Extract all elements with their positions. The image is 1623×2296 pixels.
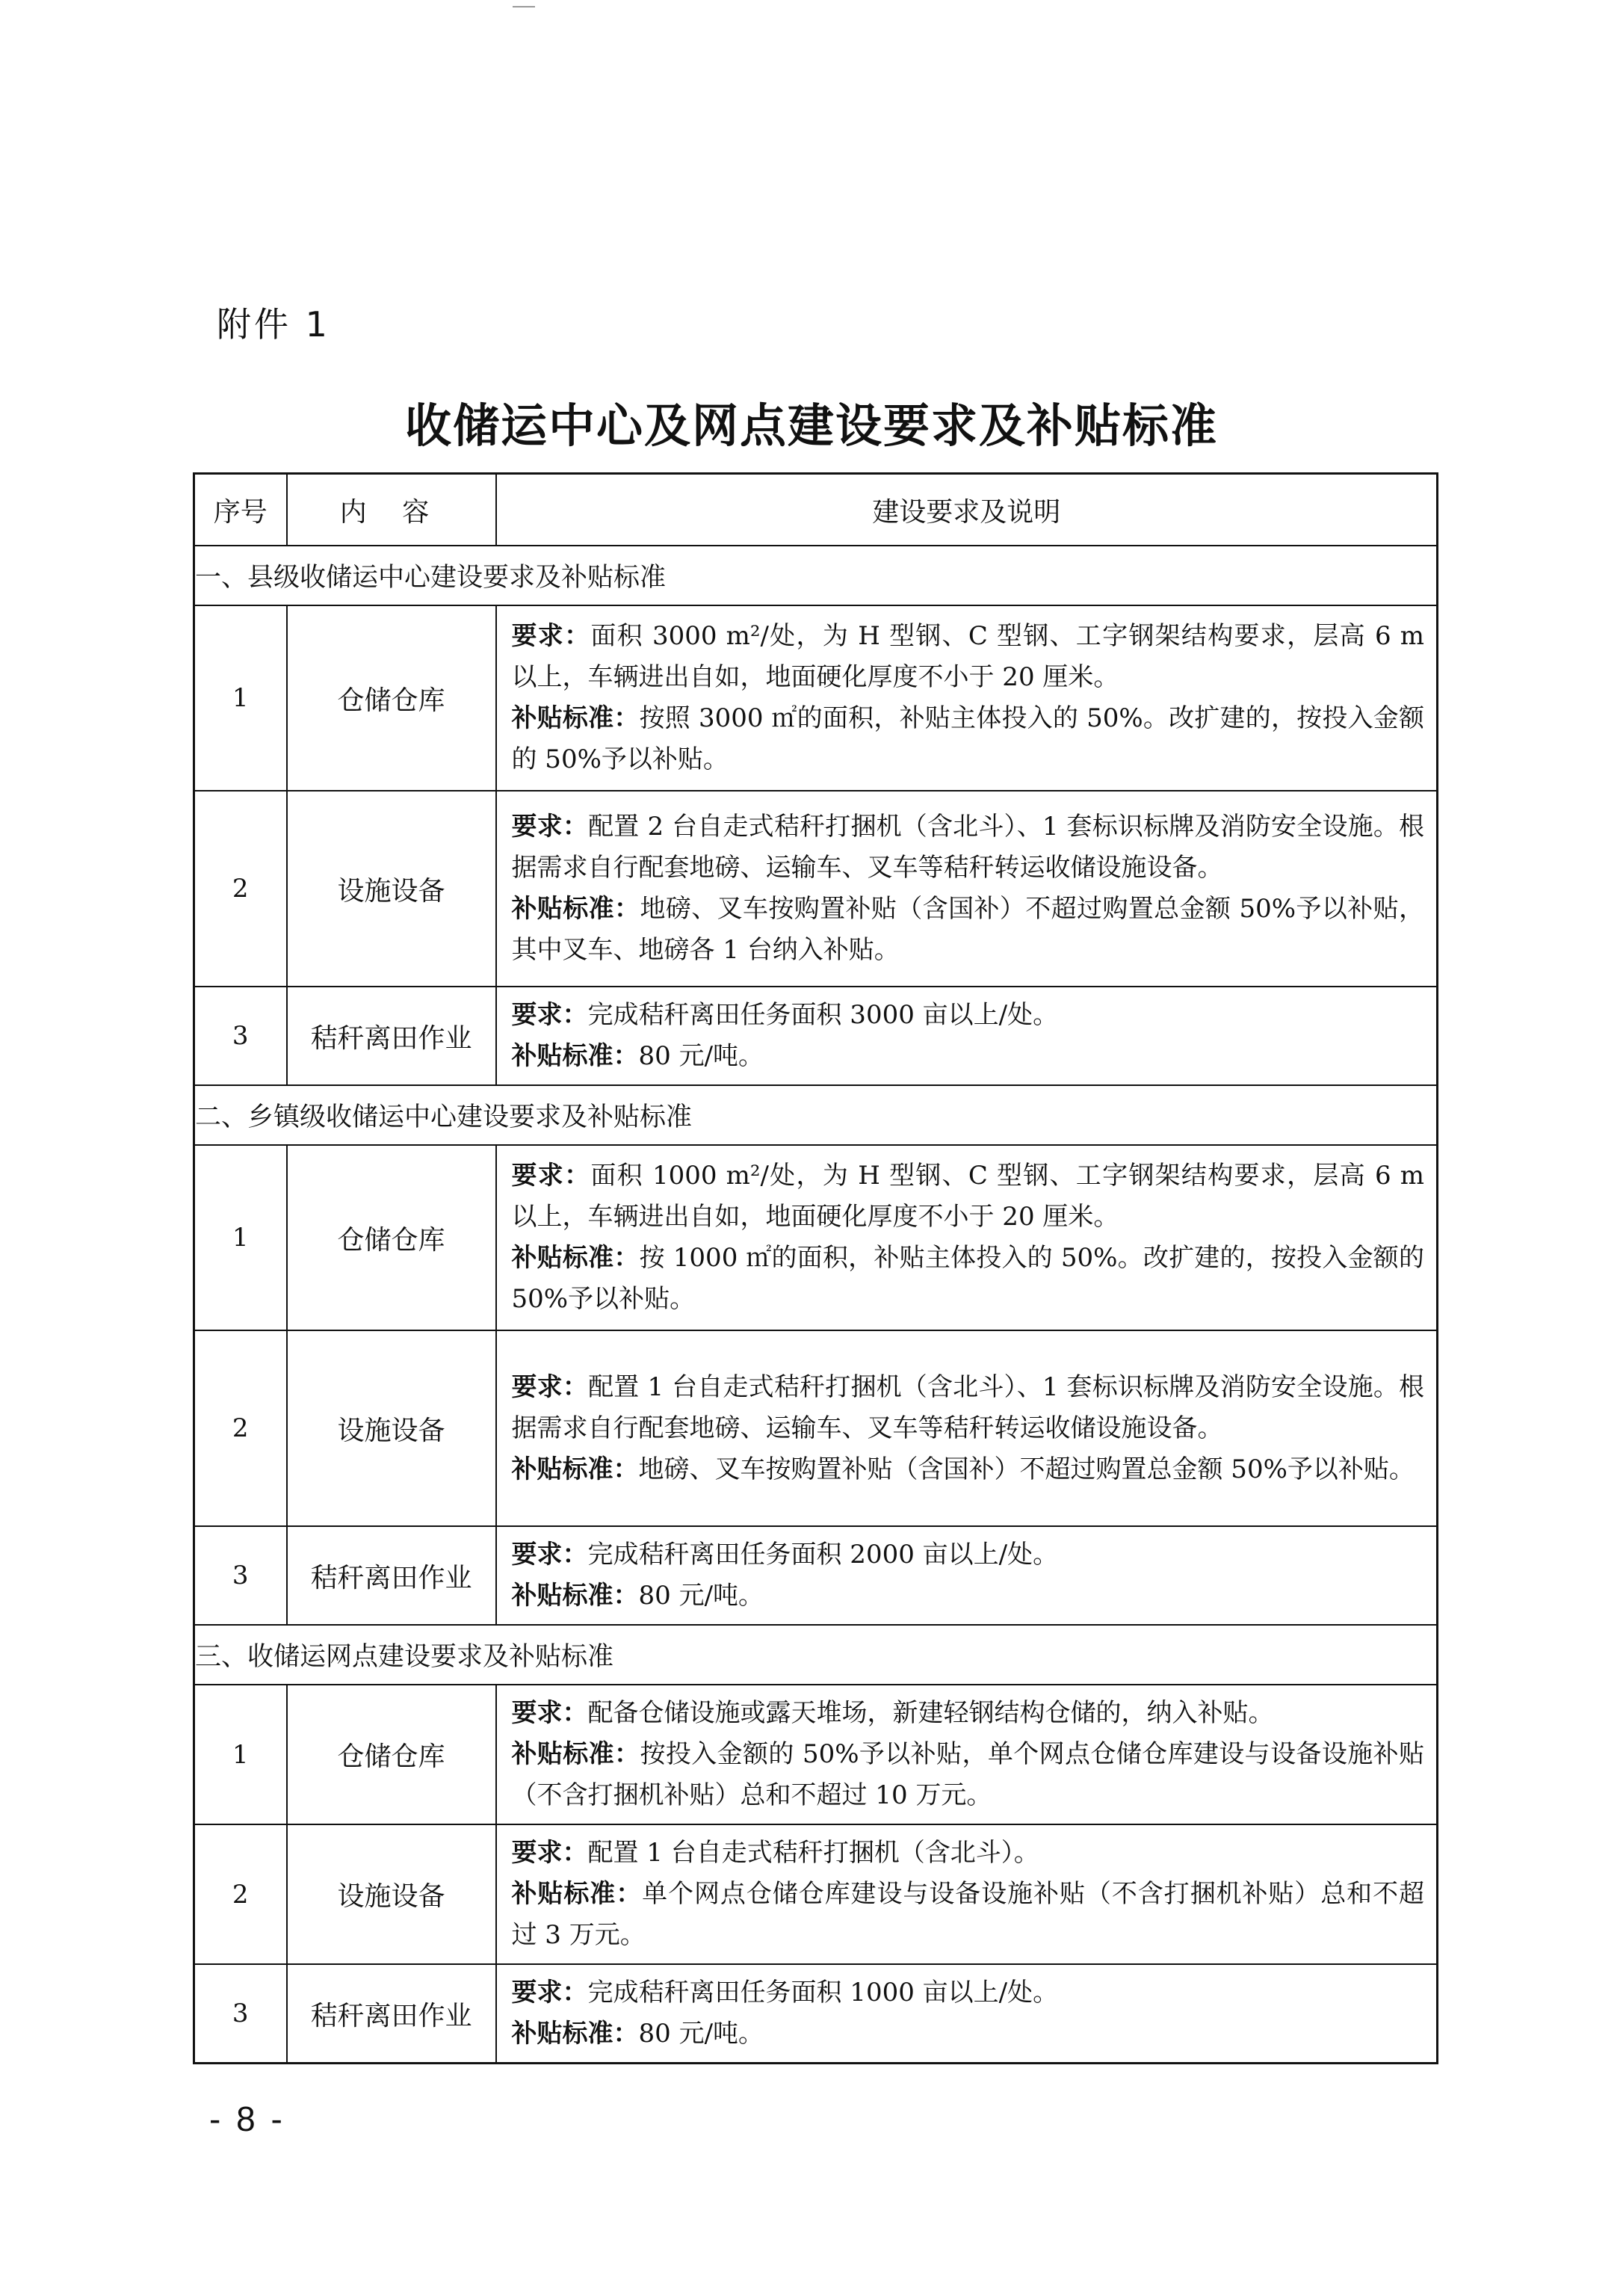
subsidy-label: 补贴标准： xyxy=(511,1739,640,1769)
subsidy-label: 补贴标准： xyxy=(511,2019,639,2049)
requirement-value: 面积 1000 m²/处，为 H 型钢、C 型钢、工字钢架结构要求，层高 6 m 以上，车辆进出自如，地面硬化厚度不小于 20 厘米。 xyxy=(511,1161,1424,1232)
row-number: 1 xyxy=(194,1145,287,1330)
requirement-value: 面积 3000 m²/处，为 H 型钢、C 型钢、工字钢架结构要求，层高 6 m 以上，车辆进出自如，地面硬化厚度不小于 20 厘米。 xyxy=(511,621,1424,692)
subsidy-label: 补贴标准： xyxy=(511,1041,639,1071)
requirement-text xyxy=(512,1972,1425,2013)
row-number: 2 xyxy=(194,1824,287,1964)
subsidy-text xyxy=(512,889,1425,971)
row-item: 设施设备 xyxy=(287,1824,496,1964)
requirement-label: 要求： xyxy=(511,812,589,842)
requirement-label: 要求： xyxy=(511,1371,589,1402)
requirement-value: 完成秸秆离田任务面积 1000 亩以上/处。 xyxy=(587,1978,1059,2008)
section-heading-row xyxy=(194,546,1438,605)
requirement-text xyxy=(512,995,1425,1036)
table-header-row xyxy=(194,474,1438,546)
requirement-text xyxy=(512,616,1425,698)
subsidy-value: 按 1000 ㎡的面积，补贴主体投入的 50%。改扩建的，按投入金额的 50%予以补贴。 xyxy=(511,1243,1424,1314)
requirement-text xyxy=(512,1534,1425,1576)
row-description xyxy=(496,791,1438,987)
subsidy-text xyxy=(512,1036,1425,1077)
table-row xyxy=(194,1526,1438,1625)
requirement-label: 要求： xyxy=(511,1000,588,1030)
subsidy-value: 地磅、叉车按购置补贴（含国补）不超过购置总金额 50%予以补贴。 xyxy=(638,1454,1415,1484)
row-description xyxy=(496,1824,1438,1964)
row-number: 3 xyxy=(194,1526,287,1625)
subsidy-text xyxy=(512,1238,1425,1320)
row-description xyxy=(496,605,1438,791)
requirement-value: 配置 2 台自走式秸秆打捆机（含北斗）、1 套标识标牌及消防安全设施。根据需求自行配套地磅、运输车、叉车等秸秆转运收储设施设备。 xyxy=(511,812,1425,883)
subsidy-text xyxy=(512,1449,1425,1490)
scan-mark xyxy=(513,6,535,10)
subsidy-text xyxy=(512,698,1425,780)
table-row xyxy=(194,987,1438,1085)
table-row xyxy=(194,1685,1438,1824)
requirement-text xyxy=(512,1693,1425,1734)
subsidy-table xyxy=(193,472,1438,2064)
row-item: 仓储仓库 xyxy=(287,1685,496,1824)
row-number: 2 xyxy=(194,1330,287,1526)
requirement-label: 要求： xyxy=(511,1161,591,1191)
row-number: 1 xyxy=(194,605,287,791)
section-heading-row xyxy=(194,1625,1438,1685)
table-body xyxy=(194,546,1438,2064)
row-description xyxy=(496,1964,1438,2064)
col-header-description: 建设要求及说明 xyxy=(496,474,1438,546)
row-item: 秸秆离田作业 xyxy=(287,1526,496,1625)
subsidy-text xyxy=(512,1874,1425,1956)
requirement-label: 要求： xyxy=(511,1978,588,2008)
requirement-label: 要求： xyxy=(511,1698,588,1728)
requirement-text xyxy=(512,1833,1425,1874)
table-row xyxy=(194,605,1438,791)
row-description xyxy=(496,987,1438,1085)
page-number: - 8 - xyxy=(209,2099,285,2138)
subsidy-label: 补贴标准： xyxy=(511,703,640,733)
subsidy-label: 补贴标准： xyxy=(511,1879,643,1909)
row-item: 设施设备 xyxy=(287,791,496,987)
row-number: 3 xyxy=(194,1964,287,2064)
section-heading: 一、县级收储运中心建设要求及补贴标准 xyxy=(194,546,1438,605)
subsidy-value: 按照 3000 ㎡的面积，补贴主体投入的 50%。改扩建的，按投入金额的 50%予以补贴。 xyxy=(511,703,1424,774)
section-heading-row xyxy=(194,1085,1438,1145)
row-description xyxy=(496,1685,1438,1824)
table-row xyxy=(194,1330,1438,1526)
requirement-label: 要求： xyxy=(511,621,591,651)
subsidy-text xyxy=(512,1734,1425,1816)
requirement-text xyxy=(512,1155,1425,1238)
requirement-text xyxy=(512,1367,1425,1449)
row-number: 2 xyxy=(194,791,287,987)
annex-label: 附件 1 xyxy=(217,304,330,345)
col-header-content: 内 容 xyxy=(287,474,496,546)
requirement-text xyxy=(512,806,1425,889)
subsidy-text xyxy=(512,1576,1425,1617)
subsidy-label: 补贴标准： xyxy=(511,1581,639,1611)
col-header-no: 序号 xyxy=(194,474,287,546)
table-row xyxy=(194,791,1438,987)
subsidy-value: 按投入金额的 50%予以补贴，单个网点仓储仓库建设与设备设施补贴（不含打捆机补贴）总和不超过 10 万元。 xyxy=(511,1739,1424,1810)
requirement-value: 完成秸秆离田任务面积 2000 亩以上/处。 xyxy=(587,1540,1059,1570)
subsidy-value: 地磅、叉车按购置补贴（含国补）不超过购置总金额 50%予以补贴，其中叉车、地磅各 1 台纳入补贴。 xyxy=(511,894,1424,965)
row-number: 3 xyxy=(194,987,287,1085)
page-title: 收储运中心及网点建设要求及补贴标准 xyxy=(404,398,1218,453)
row-description xyxy=(496,1145,1438,1330)
table-row xyxy=(194,1145,1438,1330)
subsidy-value: 单个网点仓储仓库建设与设备设施补贴（不含打捆机补贴）总和不超过 3 万元。 xyxy=(511,1879,1425,1950)
table-row xyxy=(194,1824,1438,1964)
row-description xyxy=(496,1526,1438,1625)
subsidy-text xyxy=(512,2013,1425,2055)
row-item: 仓储仓库 xyxy=(287,605,496,791)
row-item: 秸秆离田作业 xyxy=(287,987,496,1085)
row-item: 秸秆离田作业 xyxy=(287,1964,496,2064)
subsidy-value: 80 元/吨。 xyxy=(638,2019,764,2049)
requirement-value: 配备仓储设施或露天堆场，新建轻钢结构仓储的，纳入补贴。 xyxy=(587,1698,1274,1728)
section-heading: 三、收储运网点建设要求及补贴标准 xyxy=(194,1625,1438,1685)
section-heading: 二、乡镇级收储运中心建设要求及补贴标准 xyxy=(194,1085,1438,1145)
subsidy-value: 80 元/吨。 xyxy=(638,1041,764,1071)
subsidy-label: 补贴标准： xyxy=(511,1243,640,1273)
requirement-value: 配置 1 台自走式秸秆打捆机（含北斗）、1 套标识标牌及消防安全设施。根据需求自行配套地磅、运输车、叉车等秸秆转运收储设施设备。 xyxy=(511,1371,1425,1443)
row-number: 1 xyxy=(194,1685,287,1824)
subsidy-label: 补贴标准： xyxy=(511,894,640,924)
row-description xyxy=(496,1330,1438,1526)
requirement-label: 要求： xyxy=(511,1838,588,1868)
subsidy-label: 补贴标准： xyxy=(511,1454,639,1484)
requirement-label: 要求： xyxy=(511,1540,588,1570)
subsidy-value: 80 元/吨。 xyxy=(638,1581,764,1611)
requirement-value: 完成秸秆离田任务面积 3000 亩以上/处。 xyxy=(587,1000,1059,1030)
row-item: 仓储仓库 xyxy=(287,1145,496,1330)
table-row xyxy=(194,1964,1438,2064)
requirement-value: 配置 1 台自走式秸秆打捆机（含北斗）。 xyxy=(587,1838,1039,1868)
row-item: 设施设备 xyxy=(287,1330,496,1526)
